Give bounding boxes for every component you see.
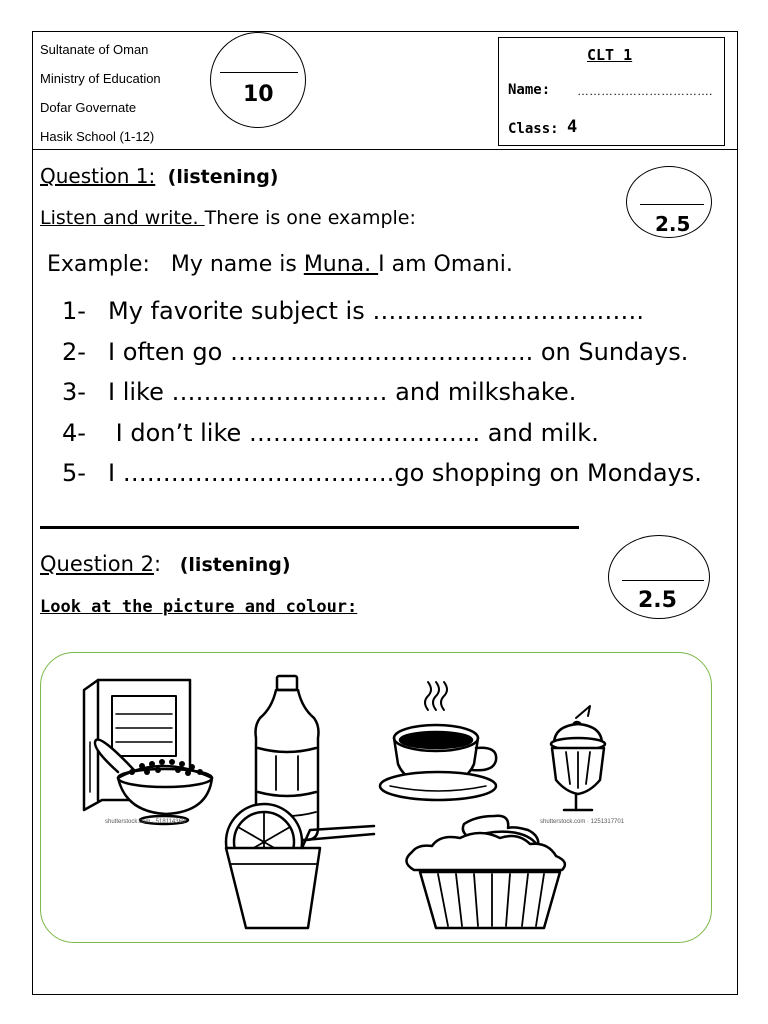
- student-info-box: [498, 37, 725, 146]
- item-text: I often go ……………………………….. on Sundays.: [108, 338, 689, 366]
- total-score-line: [220, 72, 298, 73]
- question1-item-5[interactable]: [62, 459, 702, 487]
- item-text: I don’t like ……………………….. and milk.: [108, 419, 599, 447]
- juice-icon[interactable]: [226, 804, 374, 928]
- question2-type: (listening): [179, 554, 291, 576]
- example-sentence: [47, 252, 513, 277]
- example-answer: Muna.: [303, 252, 379, 277]
- food-pictures: [40, 652, 712, 943]
- question2-score-line: [622, 580, 704, 581]
- question2-label: Question 2: [40, 552, 154, 576]
- item-number: 2-: [62, 338, 86, 366]
- question2-colon: :: [153, 552, 162, 576]
- section-divider: [40, 526, 579, 529]
- question1-heading: [40, 164, 278, 188]
- item-number: 1-: [62, 297, 86, 325]
- question1-item-1[interactable]: [62, 297, 644, 325]
- question2-instruction: Look at the picture and colour:: [40, 597, 358, 617]
- header-line-ministry: Ministry of Education: [40, 71, 161, 86]
- question1-item-4[interactable]: [62, 419, 599, 447]
- item-number: 3-: [62, 378, 86, 406]
- item-number: 4-: [62, 419, 86, 447]
- class-label: Class:: [508, 121, 559, 137]
- question1-score: 2.5: [655, 212, 691, 236]
- question2-score: 2.5: [638, 588, 677, 613]
- cupcake-icon[interactable]: [406, 816, 564, 928]
- item-text: My favorite subject is …………………………….: [108, 297, 644, 325]
- item-text: I …………………………….go shopping on Mondays.: [108, 459, 702, 487]
- example-text-pre: My name is: [170, 252, 304, 277]
- question1-item-3[interactable]: [62, 378, 576, 406]
- coffee-icon[interactable]: [380, 682, 496, 800]
- example-label: Example:: [47, 252, 150, 277]
- total-score-circle: [210, 32, 306, 128]
- milkshake-icon[interactable]: [551, 706, 605, 810]
- image-credit-1: shutterstock.com · 518114368: [105, 819, 186, 825]
- name-label: Name:: [508, 82, 551, 98]
- question1-label: Question 1:: [40, 164, 156, 188]
- question1-type: (listening): [167, 166, 279, 188]
- example-text-post: I am Omani.: [378, 252, 513, 277]
- image-credit-2: shutterstock.com · 1251317701: [540, 819, 625, 825]
- instruction-underlined: Listen and write.: [40, 207, 205, 229]
- total-score: 10: [243, 82, 274, 107]
- cereal-icon[interactable]: [84, 680, 212, 824]
- header-divider: [32, 149, 738, 150]
- class-value: 4: [567, 117, 578, 137]
- question1-instruction: [40, 207, 416, 229]
- test-title: CLT 1: [587, 46, 633, 64]
- header-line-governate: Dofar Governate: [40, 100, 137, 115]
- header-line-country: Sultanate of Oman: [40, 42, 149, 57]
- question2-heading: [40, 552, 291, 576]
- header-line-school: Hasik School (1-12): [40, 129, 155, 144]
- name-field[interactable]: …………………………….: [577, 84, 713, 98]
- item-number: 5-: [62, 459, 86, 487]
- item-text: I like ……………………… and milkshake.: [108, 378, 577, 406]
- question1-item-2[interactable]: [62, 338, 688, 366]
- question1-score-line: [640, 204, 704, 205]
- instruction-rest: There is one example:: [204, 207, 416, 229]
